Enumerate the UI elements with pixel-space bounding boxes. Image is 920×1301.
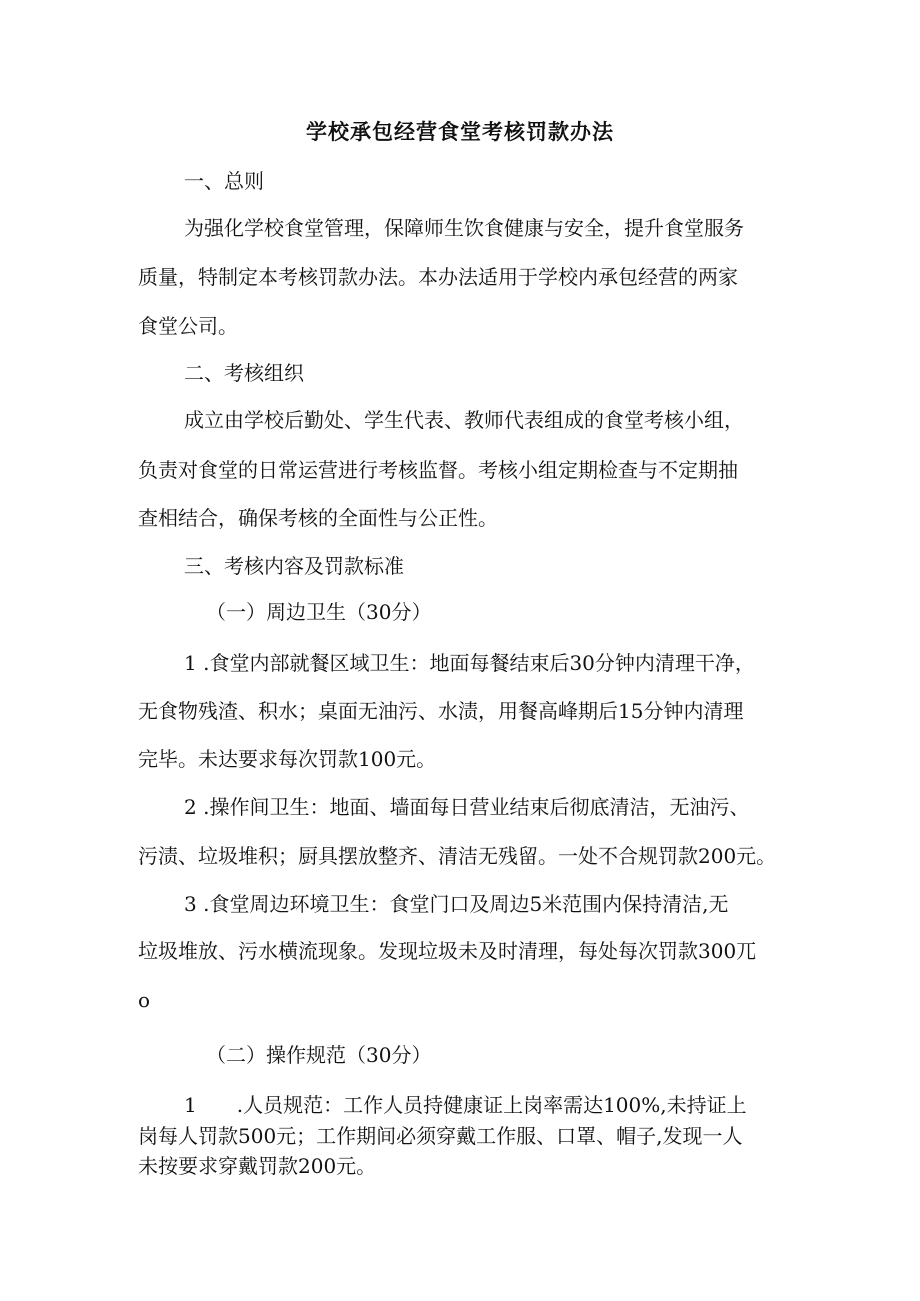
s2-para-line: 查相结合，确保考核的全面性与公正性。	[138, 506, 498, 530]
subsection-1-heading: （一）周边卫生（30分）	[206, 600, 432, 624]
item-3-line: 垃圾堆放、污水横流现象。发现垃圾未及时清理，每处每次罚款300兀	[138, 939, 757, 963]
item-person-line: 岗每人罚款500元；工作期间必须穿戴工作服、口罩、帽子,发现一人	[138, 1124, 743, 1148]
s1-para-line: 食堂公司。	[138, 314, 238, 338]
s2-para-line: 成立由学校后勤处、学生代表、教师代表组成的食堂考核小组，	[184, 408, 744, 432]
subsection-2-heading: （二）操作规范（30分）	[206, 1043, 432, 1067]
s1-para-line: 为强化学校食堂管理，保障师生饮食健康与安全，提升食堂服务	[184, 216, 744, 240]
item-1-line: 无食物残渣、积水；桌面无油污、水渍，用餐高峰期后15分钟内清理	[138, 699, 744, 723]
item-person-line: 未按要求穿戴罚款200元。	[138, 1154, 377, 1178]
item-3-line: o	[138, 988, 151, 1012]
item-2-line: 2 .操作间卫生：地面、墙面每日营业结束后彻底清洁，无油污、	[184, 795, 750, 819]
item-1-line: 1 .食堂内部就餐区域卫生：地面每餐结束后30分钟内清理干净，	[184, 651, 755, 675]
section-3-heading: 三、考核内容及罚款标准	[184, 554, 404, 578]
s1-para-line: 质量，特制定本考核罚款办法。本办法适用于学校内承包经营的两家	[138, 265, 738, 289]
section-1-heading: 一、总则	[184, 169, 264, 193]
item-3-line: 3 .食堂周边环境卫生：食堂门口及周边5米范围内保持清洁,无	[184, 892, 729, 916]
item-person-line: 1 .人员规范：工作人员持健康证上岗率需达100%,未持证上	[184, 1093, 747, 1117]
s2-para-line: 负责对食堂的日常运营进行考核监督。考核小组定期检查与不定期抽	[138, 458, 738, 482]
item-1-line: 完毕。未达要求每次罚款100元。	[138, 747, 437, 771]
item-2-line: 污渍、垃圾堆积；厨具摆放整齐、清洁无残留。一处不合规罚款200元。	[138, 844, 777, 868]
document-title: 学校承包经营食堂考核罚款办法	[306, 119, 614, 144]
section-2-heading: 二、考核组织	[184, 361, 304, 385]
